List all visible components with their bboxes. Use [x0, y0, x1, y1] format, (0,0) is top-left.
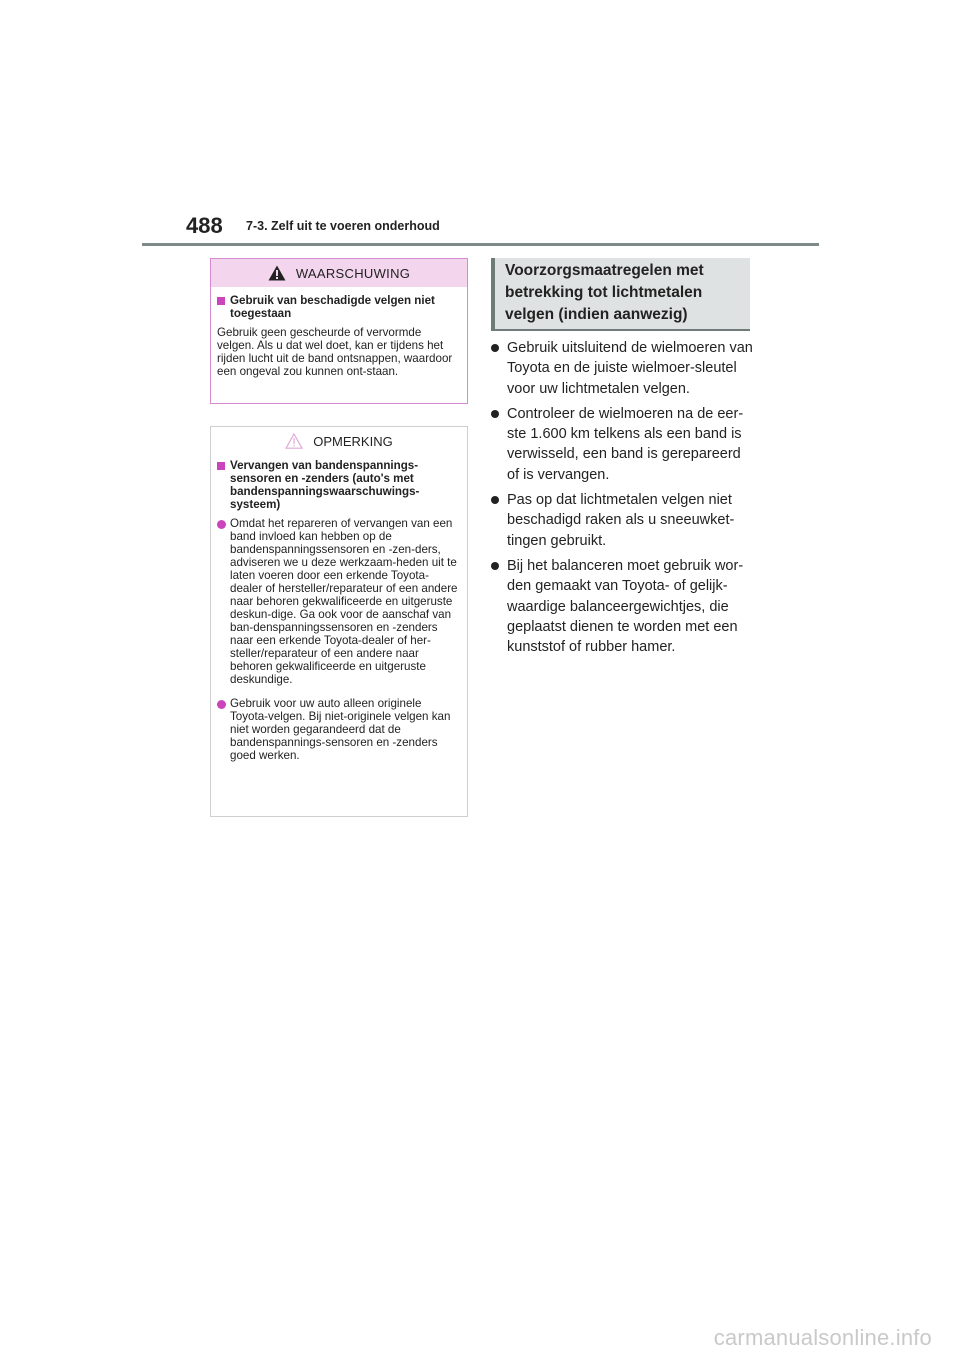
square-bullet-icon	[217, 462, 225, 470]
bullet-dot-icon	[491, 562, 499, 570]
warning-heading	[217, 294, 461, 320]
precaution-text: Bij het balanceren moet gebruik wor-den gemaakt van Toyota- of gelijk-waardige balanceergewichtjes, die geplaatst dienen te worden met een kunststof of rubber hamer.	[507, 557, 744, 656]
precautions-heading: Voorzorgsmaatregelen met betrekking tot lichtmetalen velgen (indien aanwezig)	[491, 258, 750, 331]
note-title: OPMERKING	[313, 433, 393, 449]
caution-triangle-outline-icon	[285, 433, 303, 449]
bullet-dot-icon	[491, 410, 499, 418]
list-item	[491, 490, 753, 551]
header-rule	[142, 243, 819, 246]
note-box	[210, 426, 468, 817]
list-item	[217, 697, 461, 762]
precaution-text: Controleer de wielmoeren na de eer-ste 1.600 km telkens als een band is verwisseld, een band is gerepareerd of is vervangen.	[507, 405, 744, 483]
watermark: carmanualsonline.info	[713, 1325, 932, 1350]
precaution-text: Gebruik uitsluitend de wielmoeren van Toyota en de juiste wielmoer-sleutel voor uw lichtmetalen velgen.	[507, 340, 753, 397]
list-item	[217, 517, 461, 686]
bullet-dot-icon	[491, 496, 499, 504]
warning-text: Gebruik geen gescheurde of vervormde velgen. Als u dat wel doet, kan er tijdens het rijden lucht uit de band ontsnappen, waardoor een ongeval zou kunnen ont-staan.	[217, 326, 453, 378]
note-header	[211, 427, 467, 455]
note-bullet-text: Gebruik voor uw auto alleen originele Toyota-velgen. Bij niet-originele velgen kan niet worden gegarandeerd dat de bandenspannings-sensoren en -zenders goed werken.	[230, 697, 451, 762]
precautions-list	[491, 338, 753, 662]
round-bullet-icon	[217, 520, 226, 529]
section-title: 7-3. Zelf uit te voeren onderhoud	[246, 219, 440, 233]
note-heading-text: Vervangen van bandenspannings-sensoren en -zenders (auto's met bandenspanningswaarschuwings-systeem)	[230, 459, 420, 511]
warning-triangle-icon	[268, 265, 286, 281]
list-item	[491, 556, 753, 657]
warning-heading-text: Gebruik van beschadigde velgen niet toegestaan	[230, 294, 435, 320]
note-heading	[217, 459, 461, 511]
note-bullet-text: Omdat het repareren of vervangen van een band invloed kan hebben op de bandenspanningssensoren en -zen-ders, adviseren we u deze werkzaam-heden uit te laten voeren door een erkende Toyota-dealer of hersteller/reparateur of een andere naar behoren gekwalificeerde en uitgeruste deskun-dige. Ga ook voor de aanschaf van ban-denspanningssensoren en -zenders naar een erkende Toyota-dealer of her-steller/reparateur of een andere naar behoren gekwalificeerde en uitgeruste deskundige.	[230, 517, 458, 686]
precaution-text: Pas op dat lichtmetalen velgen niet beschadigd raken als u sneeuwket-tingen gebruikt.	[507, 492, 735, 549]
bullet-dot-icon	[491, 344, 499, 352]
list-item	[491, 404, 753, 485]
page-number: 488	[186, 213, 223, 238]
list-item	[491, 338, 753, 399]
square-bullet-icon	[217, 297, 225, 305]
warning-box	[210, 258, 468, 404]
round-bullet-icon	[217, 700, 226, 709]
warning-title: WAARSCHUWING	[295, 265, 411, 281]
warning-header	[211, 259, 467, 287]
